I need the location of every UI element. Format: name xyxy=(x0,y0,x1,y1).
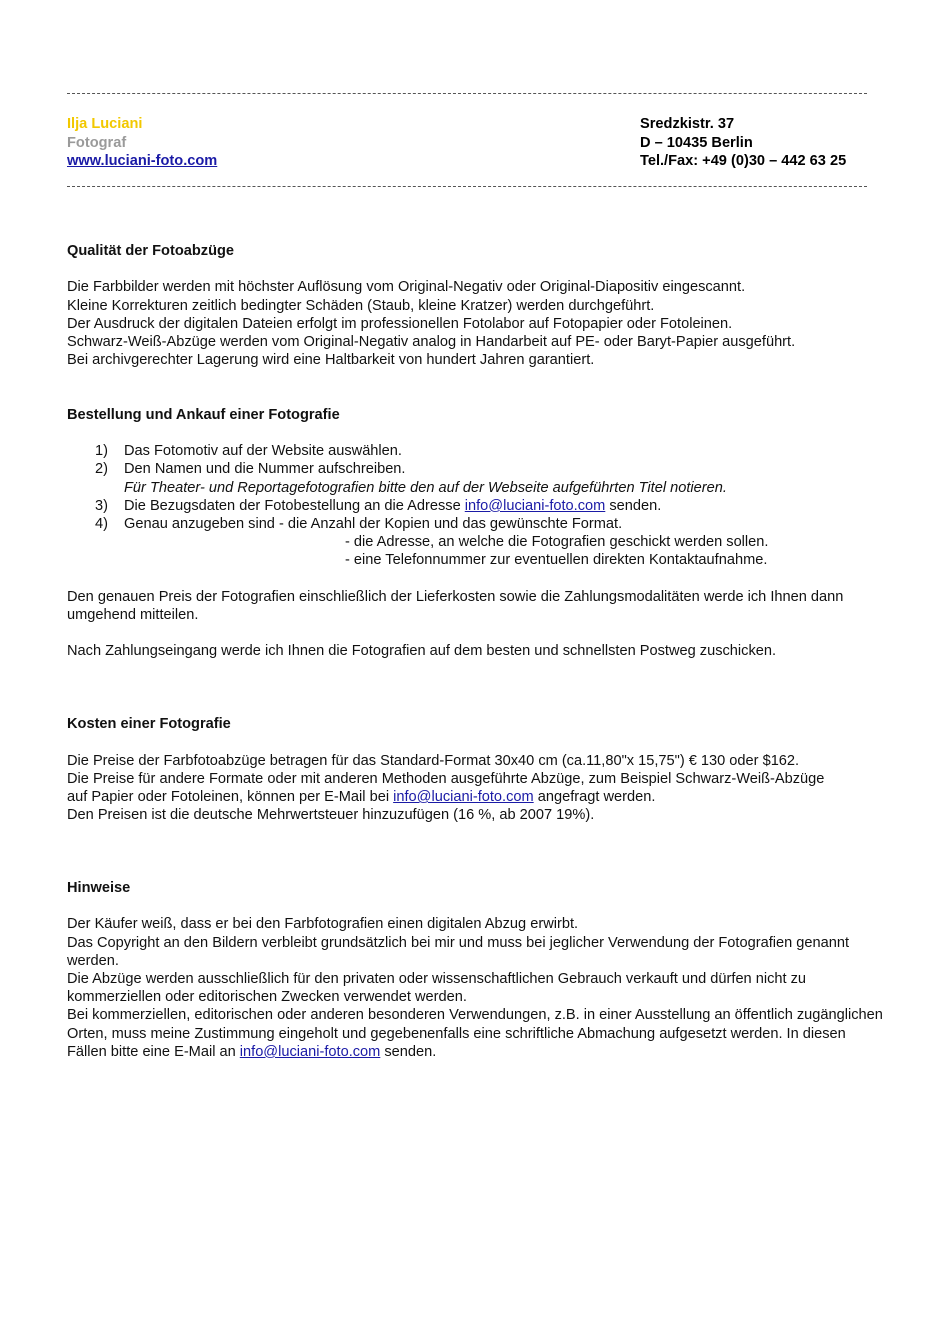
document-body xyxy=(67,242,887,1061)
section-heading: Bestellung und Ankauf einer Fotografie xyxy=(67,406,340,423)
list-item: 3) Die Bezugsdaten der Fotobestellung an die Adresse info@luciani-foto.com senden. xyxy=(95,497,662,514)
header-bottom-rule xyxy=(67,186,867,187)
section-heading: Kosten einer Fotografie xyxy=(67,716,231,733)
list-item: 2) Den Namen und die Nummer aufschreiben. Für Theater- und Reportagefotografien bitte den auf der Webseite aufgeführten Titel notieren. xyxy=(95,461,727,496)
header-top-rule xyxy=(67,93,867,94)
letterhead-left xyxy=(67,115,217,171)
section-heading: Hinweise xyxy=(67,879,131,896)
list-subitem: - eine Telefonnummer zur eventuellen direkten Kontaktaufnahme. xyxy=(345,552,768,569)
paragraph-line: Die Preise für andere Formate oder mit anderen Methoden ausgeführte Abzüge, zum Beispiel Schwarz-Weiß-Abzüge auf Papier oder Fotoleinen, können per E-Mail bei info@luciani-foto.com angefragt werden. xyxy=(67,770,825,805)
paragraph-line: Die Preise der Farbfotoabzüge betragen für das Standard-Format 30x40 cm (ca.11,80"x 15,75") € 130 oder $162. xyxy=(67,752,800,769)
profession-label: Fotograf xyxy=(67,134,127,151)
section-heading: Qualität der Fotoabzüge xyxy=(67,243,235,259)
email-link[interactable]: info@luciani-foto.com xyxy=(239,1043,381,1060)
section-order xyxy=(67,406,887,661)
paragraph-line: Die Farbbilder werden mit höchster Auflösung vom Original-Negativ oder Original-Diapositiv eingescannt. xyxy=(67,279,746,296)
list-item: 1) Das Fotomotiv auf der Website auswählen. xyxy=(95,443,402,460)
website-link[interactable]: www.luciani-foto.com xyxy=(67,153,218,169)
email-link[interactable]: info@luciani-foto.com xyxy=(393,788,534,805)
price-paragraph: Den genauen Preis der Fotografien einschließlich der Lieferkosten sowie die Zahlungsmodalitäten werde ich Ihnen dann umgehend mitteilen. xyxy=(67,588,844,623)
paragraph-line: Das Copyright an den Bildern verbleibt grundsätzlich bei mir und muss bei jeglicher Verwendung der Fotografien genannt werden. xyxy=(67,934,850,969)
paragraph-line: Schwarz-Weiß-Abzüge werden vom Original-Negativ analog in Handarbeit auf PE- oder Baryt-Papier ausgeführt. xyxy=(67,334,796,350)
paragraph-line: Der Käufer weiß, dass er bei den Farbfotografien einen digitalen Abzug erwirbt. xyxy=(67,916,579,933)
list-item: 4) Genau anzugeben sind - die Anzahl der Kopien und das gewünschte Format. xyxy=(95,516,623,532)
address-city: D – 10435 Berlin xyxy=(640,134,753,151)
address-street: Sredzkistr. 37 xyxy=(640,116,735,132)
title-note: Für Theater- und Reportagefotografien bitte den auf der Webseite aufgeführten Titel notieren. xyxy=(124,479,727,496)
order-steps-list xyxy=(67,442,887,569)
paragraph-line: Bei kommerziellen, editorischen oder anderen besonderen Verwendungen, z.B. in einer Ausstellung an öffentlich zugänglichen Orten, muss meine Zustimmung eingeholt und gegebenenfalls eine schriftliche Abmachung aufgesetzt werden. In diesen Fällen bitte eine E-Mail an info@luciani-foto.com senden. xyxy=(67,1007,883,1060)
paragraph-line: Den Preisen ist die deutsche Mehrwertsteuer hinzuzufügen (16 %, ab 2007 19%). xyxy=(67,807,595,824)
section-notes xyxy=(67,879,887,1061)
paragraph-line: Kleine Korrekturen zeitlich bedingter Schäden (Staub, kleine Kratzer) werden durchgeführt. xyxy=(67,297,655,314)
list-subitem: - die Adresse, an welche die Fotografien geschickt werden sollen. xyxy=(345,534,769,551)
phone-fax: Tel./Fax: +49 (0)30 – 442 63 25 xyxy=(640,153,847,169)
paragraph-line: Die Abzüge werden ausschließlich für den privaten oder wissenschaftlichen Gebrauch verkauft und dürfen nicht zu kommerziellen oder editorischen Zwecken verwendet werden. xyxy=(67,970,807,1006)
photographer-name: Ilja Luciani xyxy=(67,116,143,132)
letterhead-address xyxy=(640,115,846,171)
section-quality xyxy=(67,242,887,369)
paragraph-line: Bei archivgerechter Lagerung wird eine Haltbarkeit von hundert Jahren garantiert. xyxy=(67,352,595,369)
paragraph-line: Der Ausdruck der digitalen Dateien erfolgt im professionellen Fotolabor auf Fotopapier oder Fotoleinen. xyxy=(67,315,733,332)
shipping-paragraph: Nach Zahlungseingang werde ich Ihnen die Fotografien auf dem besten und schnellsten Postweg zuschicken. xyxy=(67,643,777,660)
section-costs xyxy=(67,715,887,824)
email-link[interactable]: info@luciani-foto.com xyxy=(464,497,606,514)
